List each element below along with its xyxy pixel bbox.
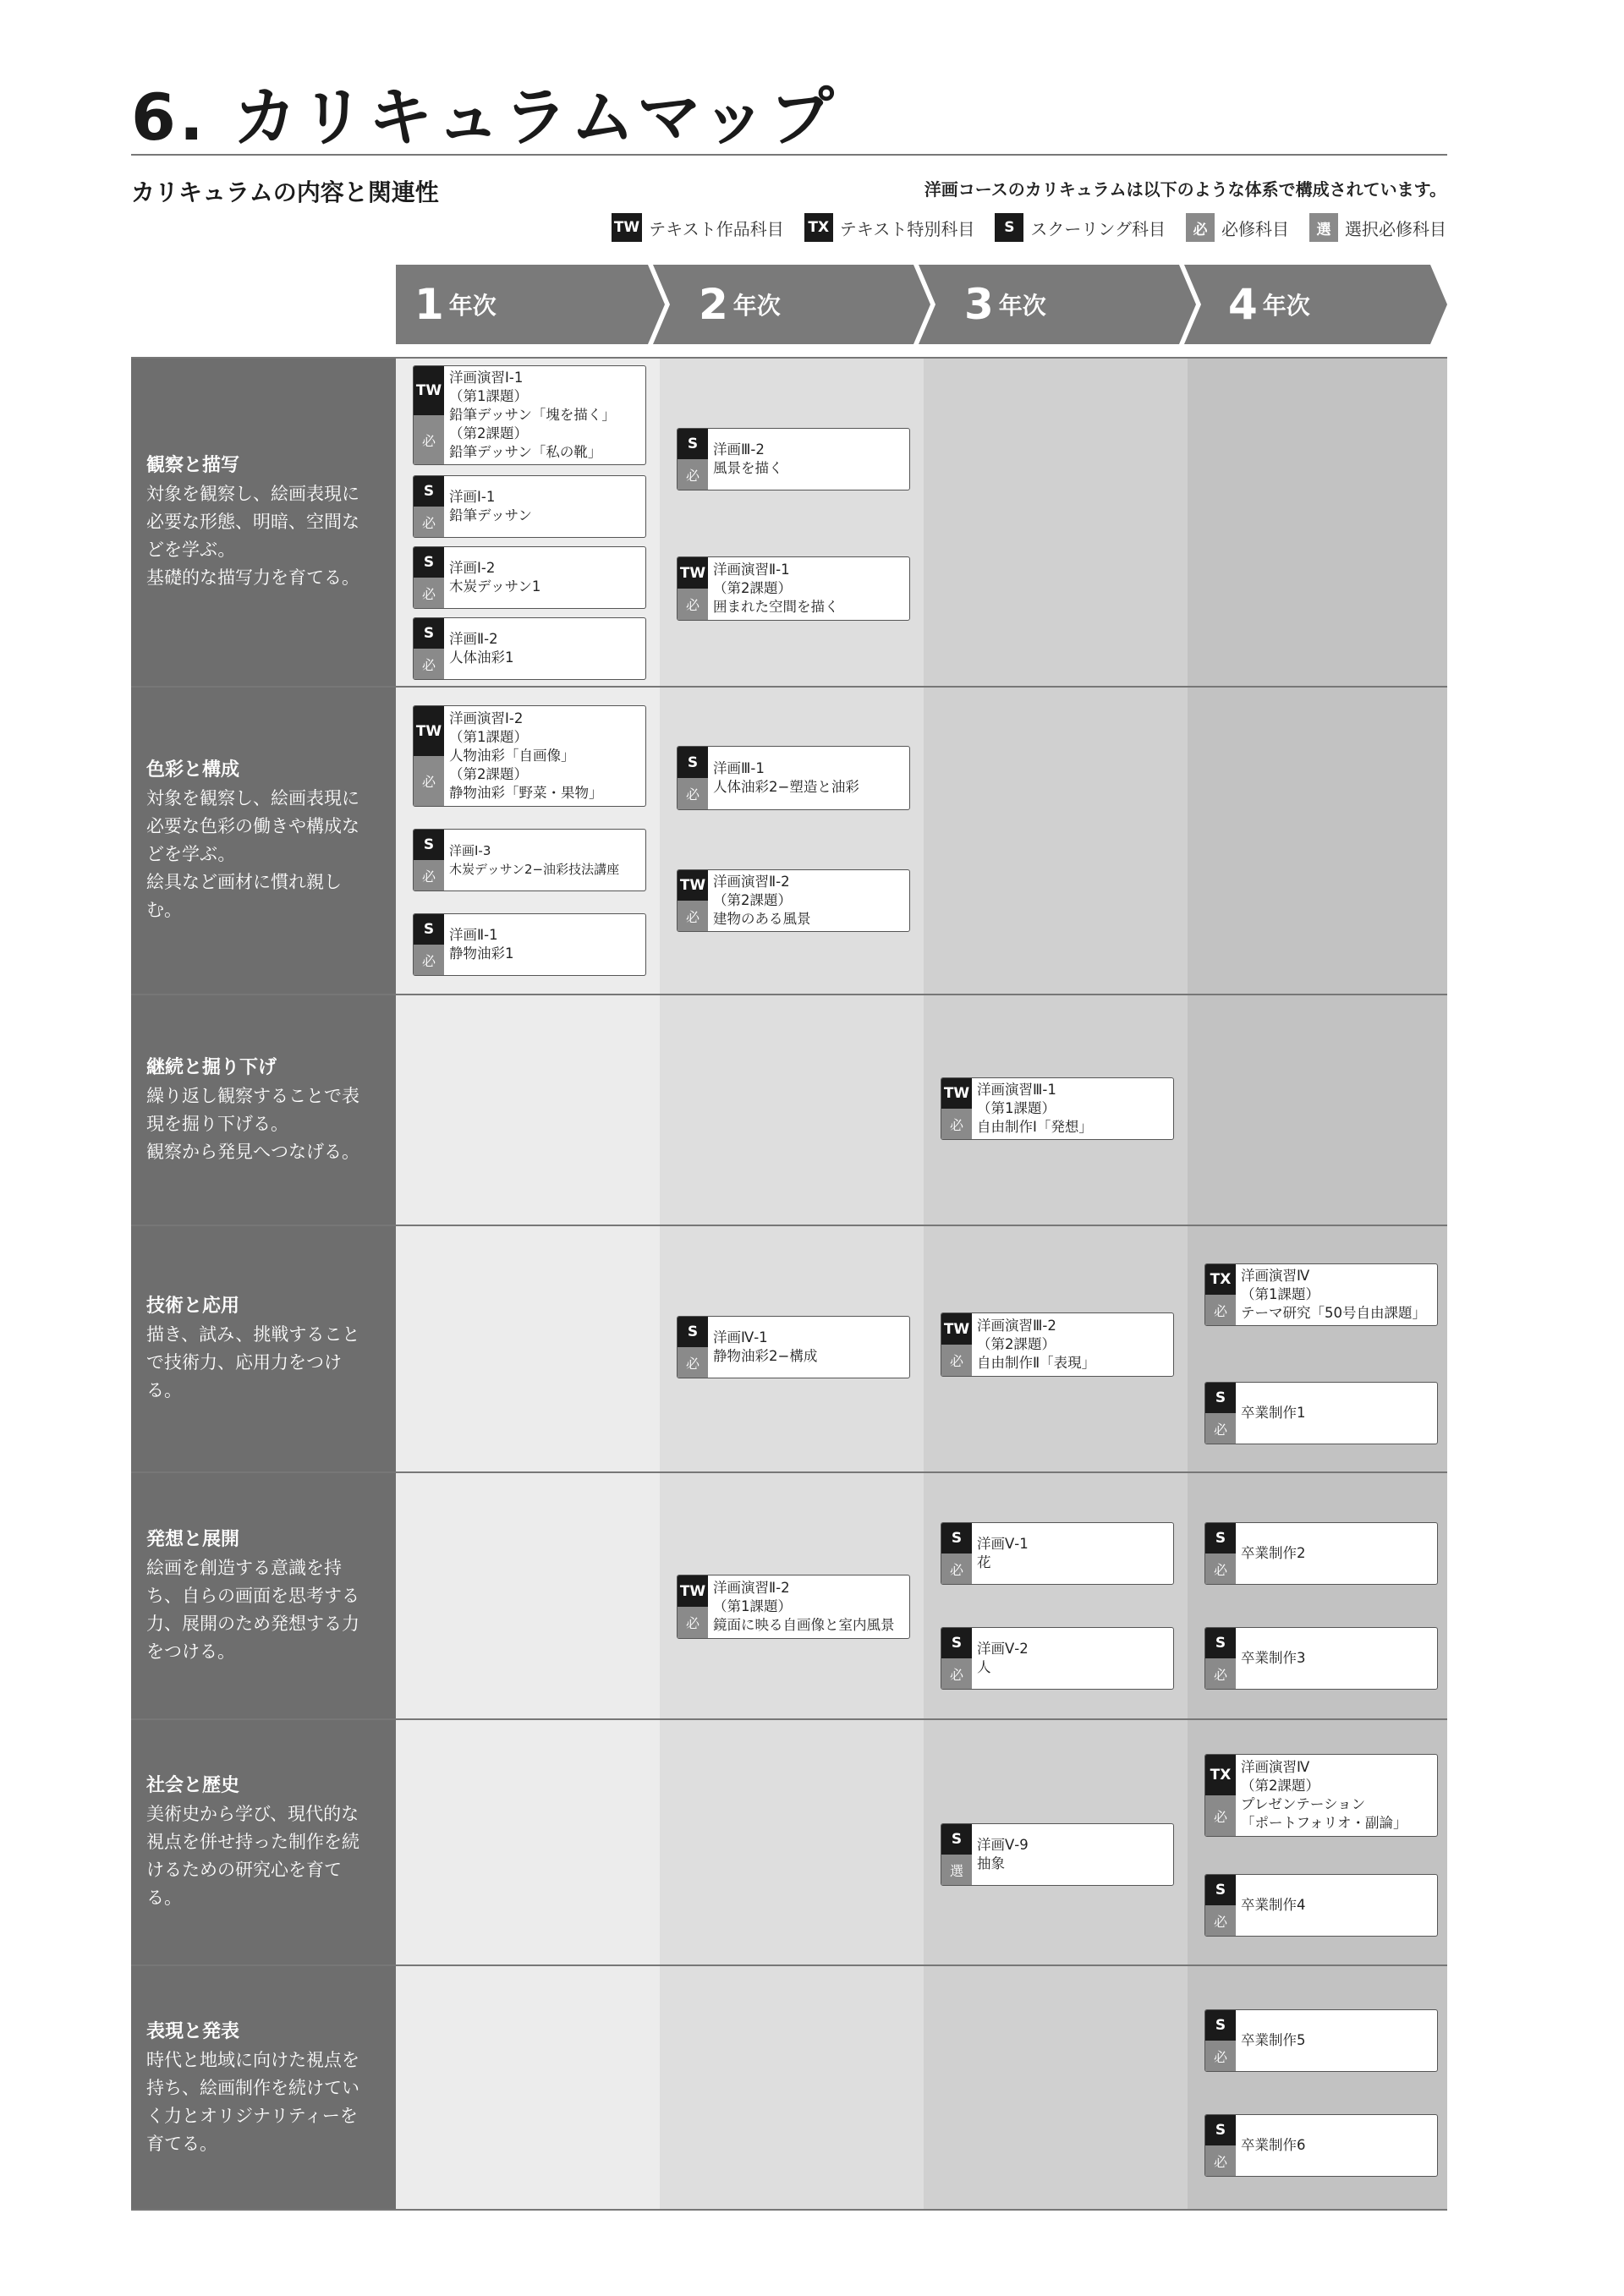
legend-label-tw: テキスト作品科目 bbox=[649, 218, 784, 239]
row-divider bbox=[131, 2209, 1447, 2211]
course-line: 卒業制作4 bbox=[1241, 1897, 1306, 1913]
course-card[interactable] bbox=[941, 1823, 1174, 1886]
desc-line: る。 bbox=[146, 1888, 182, 1908]
course-type-badge: TW bbox=[414, 366, 444, 415]
course-requirement-badge: 必 bbox=[941, 1109, 972, 1139]
legend-badge-tw: TW bbox=[612, 213, 642, 242]
year-3-number: 3 bbox=[964, 280, 994, 329]
course-text bbox=[708, 1317, 909, 1378]
row-divider bbox=[131, 994, 1447, 995]
course-requirement-badge: 必 bbox=[941, 1553, 972, 1584]
legend-badge-required: 必 bbox=[1186, 213, 1215, 242]
course-type-badge: S bbox=[414, 618, 444, 649]
course-line: 木炭デッサン1 bbox=[449, 578, 541, 595]
desc-line: 基礎的な描写力を育てる。 bbox=[146, 567, 359, 588]
desc-line: をつける。 bbox=[146, 1641, 235, 1662]
course-requirement-badge: 必 bbox=[414, 578, 444, 608]
desc-line: 繰り返し観察することで表 bbox=[146, 1085, 359, 1106]
row-heading: 表現と発表 bbox=[146, 2021, 240, 2042]
course-line: 鉛筆デッサン「塊を描く」 bbox=[449, 407, 616, 423]
desc-line: 力、展開のため発想する力 bbox=[146, 1613, 359, 1634]
course-card[interactable] bbox=[677, 556, 910, 621]
desc-line: 育てる。 bbox=[146, 2134, 217, 2154]
course-requirement-badge: 必 bbox=[414, 649, 444, 679]
course-requirement-badge: 必 bbox=[678, 1607, 708, 1638]
course-requirement-badge: 必 bbox=[414, 415, 444, 464]
row-divider bbox=[131, 1471, 1447, 1473]
row-label-observation bbox=[131, 357, 396, 686]
course-line: 鉛筆デッサン bbox=[449, 507, 532, 523]
course-line: 風景を描く bbox=[713, 460, 783, 476]
desc-line: 観察から発見へつなげる。 bbox=[146, 1141, 359, 1162]
course-line: 自由制作Ⅱ「表現」 bbox=[977, 1355, 1096, 1371]
course-card[interactable] bbox=[677, 1575, 910, 1639]
course-type-badge: S bbox=[414, 547, 444, 578]
desc-line: 絵具など画材に慣れ親し bbox=[146, 872, 342, 892]
course-card[interactable] bbox=[413, 829, 646, 891]
desc-line: 時代と地域に向けた視点を bbox=[146, 2050, 359, 2070]
row-label-technique bbox=[131, 1225, 396, 1471]
course-requirement-badge: 必 bbox=[1205, 2145, 1236, 2176]
course-line: （第2課題） bbox=[713, 892, 792, 908]
year-1-number: 1 bbox=[414, 280, 444, 329]
row-divider bbox=[131, 1964, 1447, 1966]
course-type-badge: S bbox=[1205, 1875, 1236, 1905]
course-line: （第1課題） bbox=[977, 1100, 1056, 1116]
course-line: 洋画Ⅴ-9 bbox=[977, 1837, 1029, 1853]
year-header-bar bbox=[396, 265, 1447, 344]
course-line: （第1課題） bbox=[449, 388, 528, 404]
course-card[interactable] bbox=[677, 746, 910, 810]
course-card[interactable] bbox=[1204, 2009, 1438, 2072]
course-requirement-badge: 必 bbox=[678, 901, 708, 931]
course-text bbox=[444, 476, 645, 537]
course-card[interactable] bbox=[1204, 1263, 1438, 1326]
course-line: 木炭デッサン2−油彩技法講座 bbox=[449, 862, 620, 877]
course-requirement-badge: 必 bbox=[941, 1658, 972, 1689]
course-type-badge: S bbox=[414, 476, 444, 507]
course-text bbox=[444, 547, 645, 608]
course-line: 卒業制作2 bbox=[1241, 1545, 1306, 1561]
course-line: 洋画Ⅴ-1 bbox=[977, 1536, 1029, 1552]
course-card[interactable] bbox=[941, 1077, 1174, 1140]
course-line: 「ポートフォリオ・副論」 bbox=[1241, 1815, 1407, 1831]
course-requirement-badge: 必 bbox=[1205, 1295, 1236, 1325]
year-3-suffix: 年次 bbox=[998, 292, 1046, 320]
course-line: 静物油彩1 bbox=[449, 945, 514, 962]
course-card[interactable] bbox=[677, 869, 910, 932]
course-line: 人物油彩「自画像」 bbox=[449, 748, 575, 764]
course-text bbox=[1236, 2010, 1437, 2071]
course-line: 抽象 bbox=[977, 1855, 1005, 1871]
course-line: 洋画Ⅰ-2 bbox=[449, 560, 496, 576]
legend-item-tw bbox=[612, 213, 784, 242]
course-text bbox=[972, 1824, 1173, 1885]
course-line: 人体油彩2−塑造と油彩 bbox=[713, 779, 859, 795]
legend-label-tx: テキスト特別科目 bbox=[839, 218, 975, 239]
course-requirement-badge: 必 bbox=[414, 756, 444, 806]
row-description bbox=[146, 1082, 384, 1166]
course-line: 洋画演習Ⅱ-2 bbox=[713, 874, 790, 890]
course-line: 洋画Ⅲ-2 bbox=[713, 441, 765, 458]
course-text bbox=[444, 830, 645, 890]
row-description bbox=[146, 2047, 384, 2158]
course-card[interactable] bbox=[413, 913, 646, 976]
course-line: 花 bbox=[977, 1554, 991, 1570]
course-line: 洋画Ⅱ-1 bbox=[449, 927, 498, 943]
course-requirement-badge: 選 bbox=[941, 1855, 972, 1885]
course-text bbox=[972, 1628, 1173, 1689]
course-card[interactable] bbox=[1204, 1522, 1438, 1585]
row-label-ideation bbox=[131, 1471, 396, 1718]
course-line: 洋画演習Ⅳ bbox=[1241, 1759, 1310, 1775]
course-text bbox=[972, 1523, 1173, 1584]
year-4-suffix: 年次 bbox=[1262, 292, 1310, 320]
desc-line: 現を掘り下げる。 bbox=[146, 1113, 288, 1134]
course-requirement-badge: 必 bbox=[1205, 1658, 1236, 1689]
course-card[interactable] bbox=[1204, 1382, 1438, 1444]
course-text bbox=[444, 914, 645, 975]
course-text bbox=[444, 618, 645, 679]
course-type-badge: TW bbox=[941, 1078, 972, 1109]
desc-line: 必要な形態、明暗、空間な bbox=[146, 512, 359, 532]
course-text bbox=[1236, 1755, 1437, 1836]
year-4-number: 4 bbox=[1228, 280, 1258, 329]
course-requirement-badge: 必 bbox=[678, 589, 708, 620]
course-line: 洋画演習Ⅰ-1 bbox=[449, 370, 524, 386]
course-line: 洋画Ⅴ-2 bbox=[977, 1641, 1029, 1657]
course-type-badge: S bbox=[414, 914, 444, 945]
course-requirement-badge: 必 bbox=[678, 1347, 708, 1378]
course-line: （第2課題） bbox=[977, 1336, 1056, 1352]
course-text bbox=[1236, 1383, 1437, 1444]
course-line: 洋画演習Ⅲ-2 bbox=[977, 1318, 1056, 1334]
desc-line: で技術力、応用力をつけ bbox=[146, 1352, 342, 1373]
desc-line: 持ち、絵画制作を続けてい bbox=[146, 2078, 359, 2098]
course-type-badge: TW bbox=[414, 706, 444, 756]
row-heading: 技術と応用 bbox=[146, 1296, 240, 1317]
course-line: 卒業制作1 bbox=[1241, 1405, 1306, 1421]
course-text bbox=[972, 1313, 1173, 1376]
legend-item-tx bbox=[804, 213, 975, 242]
year-2-column bbox=[660, 357, 924, 2211]
desc-line: どを学ぶ。 bbox=[146, 844, 236, 864]
course-line: 静物油彩「野菜・果物」 bbox=[449, 785, 603, 801]
course-type-badge: S bbox=[1205, 1628, 1236, 1658]
row-heading: 発想と展開 bbox=[146, 1528, 240, 1550]
desc-line: る。 bbox=[146, 1380, 182, 1400]
row-label-society bbox=[131, 1718, 396, 1964]
course-line: （第1課題） bbox=[449, 729, 528, 745]
course-text bbox=[708, 870, 909, 931]
year-3-column bbox=[924, 357, 1188, 2211]
course-type-badge: S bbox=[941, 1523, 972, 1553]
course-type-badge: S bbox=[678, 747, 708, 778]
year-3-label bbox=[964, 280, 1046, 329]
course-line: 洋画Ⅲ-1 bbox=[713, 760, 765, 776]
course-type-badge: TX bbox=[1205, 1755, 1236, 1795]
course-line: 卒業制作3 bbox=[1241, 1650, 1306, 1666]
course-line: 鉛筆デッサン「私の靴」 bbox=[449, 444, 602, 460]
course-card[interactable] bbox=[1204, 1754, 1438, 1837]
desc-line: 視点を併せ持った制作を続 bbox=[146, 1832, 359, 1852]
course-card[interactable] bbox=[413, 546, 646, 609]
course-requirement-badge: 必 bbox=[1205, 1413, 1236, 1444]
row-description bbox=[146, 1554, 384, 1666]
course-type-badge: TW bbox=[678, 870, 708, 901]
title-divider bbox=[131, 154, 1447, 156]
year-2-number: 2 bbox=[699, 280, 728, 329]
legend bbox=[600, 213, 1446, 242]
desc-line: 対象を観察し、絵画表現に bbox=[146, 484, 359, 504]
course-card[interactable] bbox=[1204, 1874, 1438, 1937]
legend-label-elective: 選択必修科目 bbox=[1345, 218, 1446, 239]
course-line: （第2課題） bbox=[449, 766, 528, 782]
row-heading: 色彩と構成 bbox=[146, 759, 240, 781]
row-divider bbox=[131, 357, 1447, 359]
course-line: 人 bbox=[977, 1659, 991, 1675]
course-text bbox=[708, 557, 909, 620]
course-line: 人体油彩1 bbox=[449, 649, 514, 666]
course-line: （第2課題） bbox=[713, 580, 792, 596]
course-text bbox=[1236, 1875, 1437, 1936]
desc-line: 描き、試み、挑戦すること bbox=[146, 1324, 360, 1345]
legend-badge-elective: 選 bbox=[1309, 213, 1338, 242]
course-text bbox=[1236, 1523, 1437, 1584]
year-2-suffix: 年次 bbox=[732, 292, 781, 320]
course-text bbox=[444, 366, 645, 464]
row-description bbox=[146, 1800, 384, 1912]
year-4-label bbox=[1228, 280, 1310, 329]
course-card[interactable] bbox=[677, 428, 910, 490]
page-title: 6. カリキュラムマップ bbox=[131, 79, 837, 155]
row-label-expression bbox=[131, 1964, 396, 2211]
desc-line: けるための研究心を育て bbox=[146, 1860, 342, 1880]
course-text bbox=[708, 1575, 909, 1638]
intro-text: 洋画コースのカリキュラムは以下のような体系で構成されています。 bbox=[924, 179, 1446, 200]
course-text bbox=[1236, 1628, 1437, 1689]
course-requirement-badge: 必 bbox=[941, 1345, 972, 1376]
course-line: 鏡面に映る自画像と室内風景 bbox=[713, 1617, 895, 1633]
desc-line: 必要な色彩の働きや構成な bbox=[146, 816, 359, 836]
course-line: 洋画演習Ⅲ-1 bbox=[977, 1082, 1056, 1098]
course-line: 静物油彩2−構成 bbox=[713, 1348, 818, 1364]
year-1-label bbox=[414, 280, 497, 329]
course-requirement-badge: 必 bbox=[1205, 1553, 1236, 1584]
year-2-label bbox=[699, 280, 781, 329]
desc-line: ち、自らの画面を思考する bbox=[146, 1585, 359, 1606]
legend-badge-tx: TX bbox=[804, 213, 833, 242]
course-requirement-badge: 必 bbox=[1205, 1795, 1236, 1836]
curriculum-grid bbox=[131, 357, 1447, 2211]
course-type-badge: TW bbox=[941, 1313, 972, 1345]
legend-item-required bbox=[1186, 213, 1289, 242]
course-line: 囲まれた空間を描く bbox=[713, 599, 839, 615]
course-line: （第1課題） bbox=[1241, 1286, 1320, 1302]
row-heading: 継続と掘り下げ bbox=[146, 1056, 277, 1078]
legend-label-required: 必修科目 bbox=[1221, 218, 1289, 239]
course-text bbox=[444, 706, 645, 806]
course-type-badge: TW bbox=[678, 557, 708, 589]
row-description bbox=[146, 480, 384, 592]
desc-line: く力とオリジナリティーを bbox=[146, 2106, 358, 2126]
course-type-badge: S bbox=[1205, 1523, 1236, 1553]
course-line: 洋画Ⅰ-1 bbox=[449, 489, 496, 505]
legend-item-s bbox=[995, 213, 1166, 242]
course-line: 洋画演習Ⅱ-2 bbox=[713, 1580, 790, 1596]
course-card[interactable] bbox=[413, 617, 646, 680]
course-line: プレゼンテーション bbox=[1241, 1796, 1366, 1812]
course-line: 洋画Ⅱ-2 bbox=[449, 631, 498, 647]
course-type-badge: TW bbox=[678, 1575, 708, 1607]
row-label-continuation bbox=[131, 994, 396, 1225]
course-requirement-badge: 必 bbox=[414, 945, 444, 975]
course-card[interactable] bbox=[941, 1627, 1174, 1690]
desc-line: 美術史から学び、現代的な bbox=[146, 1804, 359, 1824]
course-text bbox=[1236, 1264, 1437, 1325]
course-requirement-badge: 必 bbox=[1205, 1905, 1236, 1936]
legend-badge-s: S bbox=[995, 213, 1023, 242]
course-card[interactable] bbox=[941, 1312, 1174, 1377]
course-card[interactable] bbox=[413, 475, 646, 538]
course-line: 洋画演習Ⅱ-1 bbox=[713, 562, 790, 578]
course-requirement-badge: 必 bbox=[1205, 2041, 1236, 2071]
course-line: （第2課題） bbox=[1241, 1778, 1320, 1794]
course-type-badge: S bbox=[414, 830, 444, 860]
course-type-badge: S bbox=[1205, 2115, 1236, 2145]
row-description bbox=[146, 785, 384, 924]
course-line: 洋画演習Ⅳ bbox=[1241, 1268, 1310, 1284]
course-line: 自由制作Ⅰ「発想」 bbox=[977, 1119, 1093, 1135]
course-line: 洋画Ⅰ-3 bbox=[449, 843, 491, 858]
course-line: 洋画Ⅳ-1 bbox=[713, 1329, 768, 1345]
desc-line: 対象を観察し、絵画表現に bbox=[146, 788, 359, 808]
course-type-badge: S bbox=[1205, 2010, 1236, 2041]
row-description bbox=[146, 1321, 384, 1405]
legend-item-elective bbox=[1309, 213, 1446, 242]
course-line: 卒業制作5 bbox=[1241, 2032, 1306, 2048]
row-divider bbox=[131, 1718, 1447, 1720]
section-heading: カリキュラムの内容と関連性 bbox=[131, 178, 439, 206]
row-divider bbox=[131, 1225, 1447, 1226]
course-text bbox=[708, 747, 909, 809]
course-line: テーマ研究「50号自由課題」 bbox=[1241, 1305, 1426, 1321]
course-line: 卒業制作6 bbox=[1241, 2137, 1306, 2153]
course-card[interactable] bbox=[413, 365, 646, 465]
course-card[interactable] bbox=[413, 705, 646, 807]
course-type-badge: TX bbox=[1205, 1264, 1236, 1295]
course-type-badge: S bbox=[678, 1317, 708, 1347]
course-type-badge: S bbox=[678, 429, 708, 459]
desc-line: 絵画を創造する意識を持 bbox=[146, 1557, 342, 1578]
course-line: 建物のある風景 bbox=[713, 911, 811, 927]
course-requirement-badge: 必 bbox=[414, 507, 444, 537]
legend-label-s: スクーリング科目 bbox=[1030, 218, 1166, 239]
course-line: 洋画演習Ⅰ-2 bbox=[449, 710, 524, 726]
row-label-color bbox=[131, 686, 396, 994]
course-requirement-badge: 必 bbox=[678, 778, 708, 809]
course-requirement-badge: 必 bbox=[678, 459, 708, 490]
course-card[interactable] bbox=[1204, 2114, 1438, 2177]
course-line: （第2課題） bbox=[449, 425, 528, 441]
course-requirement-badge: 必 bbox=[414, 860, 444, 890]
course-text bbox=[1236, 2115, 1437, 2176]
desc-line: どを学ぶ。 bbox=[146, 540, 236, 560]
row-heading: 社会と歴史 bbox=[146, 1775, 240, 1796]
course-text bbox=[708, 429, 909, 490]
course-text bbox=[972, 1078, 1173, 1139]
year-1-suffix: 年次 bbox=[448, 292, 497, 320]
course-type-badge: S bbox=[941, 1824, 972, 1855]
course-type-badge: S bbox=[1205, 1383, 1236, 1413]
row-heading: 観察と描写 bbox=[146, 455, 240, 476]
desc-line: む。 bbox=[146, 900, 182, 920]
course-type-badge: S bbox=[941, 1628, 972, 1658]
course-line: （第1課題） bbox=[713, 1598, 792, 1614]
course-card[interactable] bbox=[677, 1316, 910, 1378]
course-card[interactable] bbox=[1204, 1627, 1438, 1690]
row-divider bbox=[131, 686, 1447, 688]
course-card[interactable] bbox=[941, 1522, 1174, 1585]
